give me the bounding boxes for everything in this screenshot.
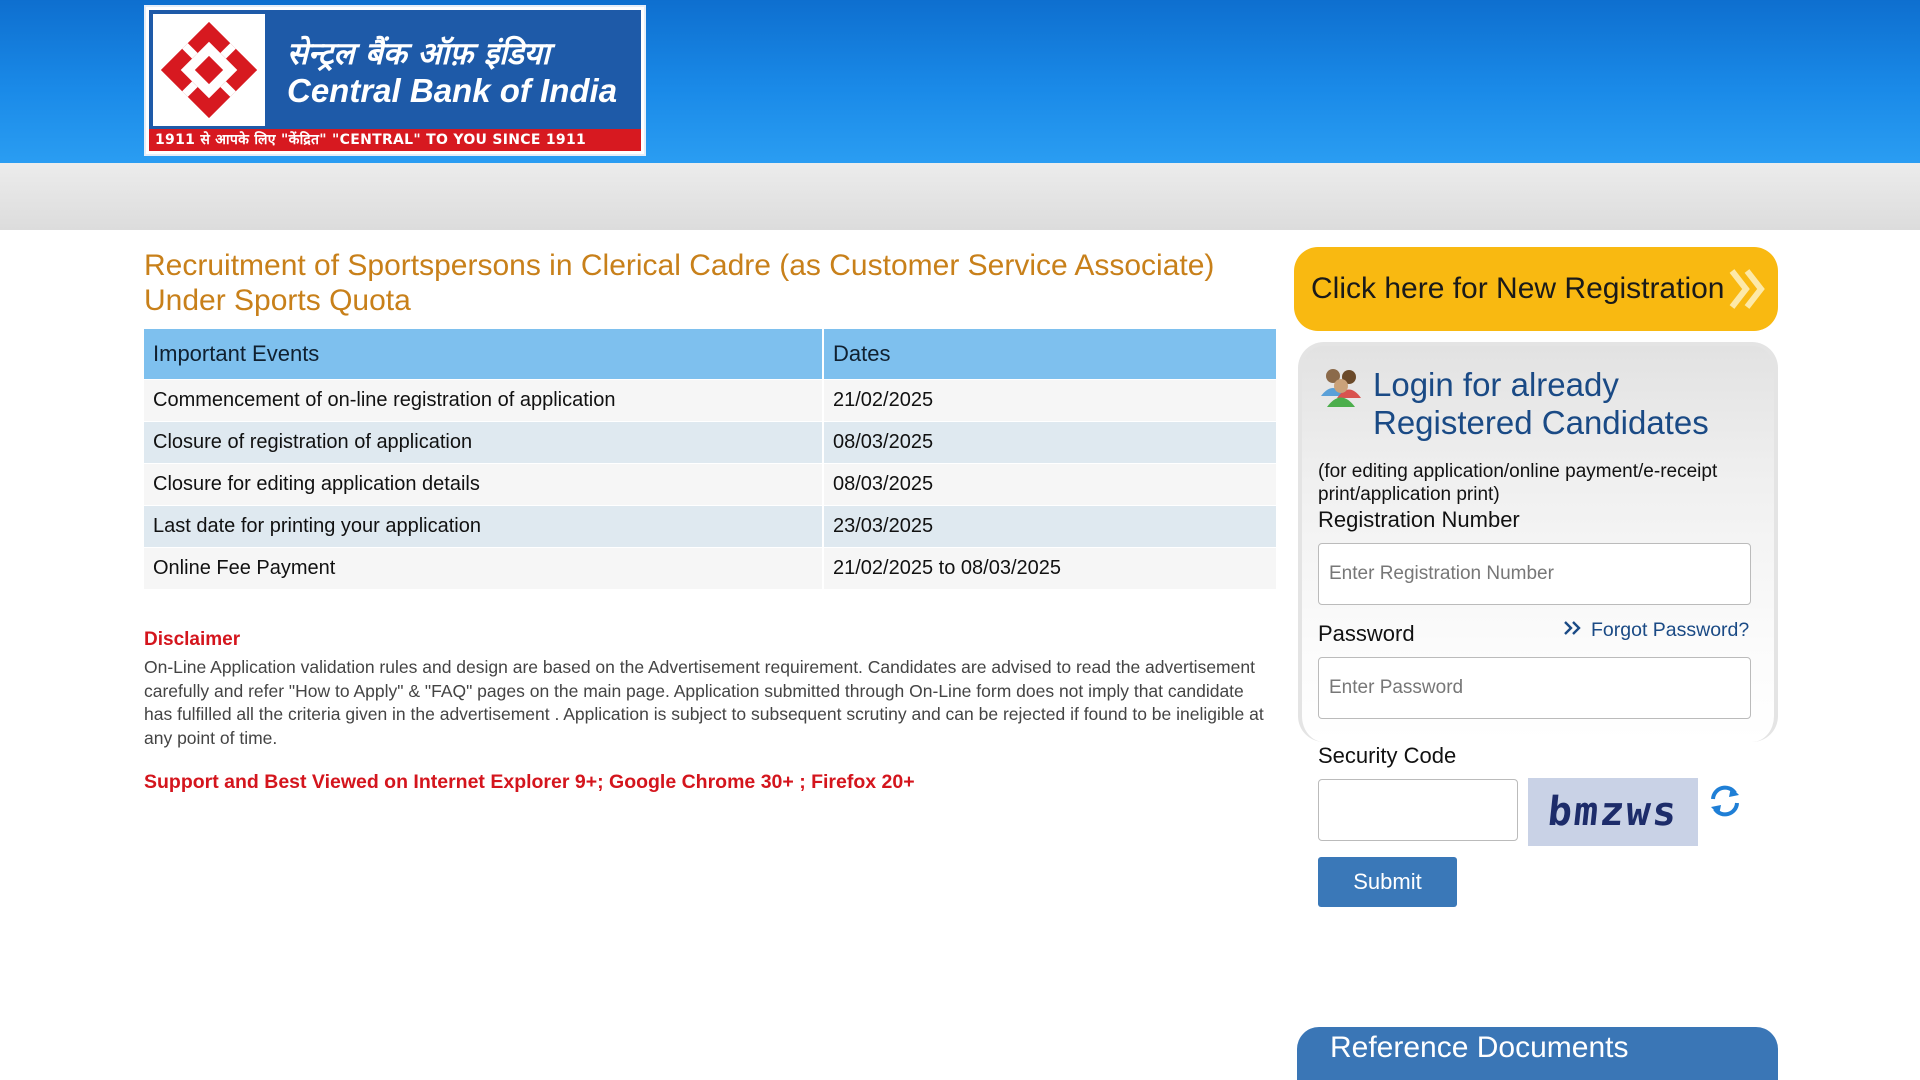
event-cell: Last date for printing your application [144, 506, 823, 548]
login-subtitle: (for editing application/online payment/e-receipt print/application print) [1318, 461, 1718, 505]
event-cell: Online Fee Payment [144, 548, 823, 590]
browser-support-note: Support and Best Viewed on Internet Explorer 9+; Google Chrome 30+ ; Firefox 20+ [144, 771, 915, 793]
submit-button[interactable]: Submit [1318, 857, 1457, 907]
password-label: Password [1318, 621, 1415, 646]
refresh-icon[interactable] [1707, 783, 1743, 824]
captcha-text: bmzws [1545, 789, 1681, 835]
site-header [0, 0, 1920, 163]
bank-logo[interactable] [144, 5, 646, 156]
security-code-input[interactable] [1318, 779, 1518, 841]
users-group-icon [1318, 366, 1364, 413]
security-code-label: Security Code [1318, 743, 1457, 768]
table-row [144, 548, 1277, 590]
page-title: Recruitment of Sportspersons in Clerical Cadre (as Customer Service Associate) Under Sports Quota [144, 249, 1215, 317]
new-registration-label: Click here for New Registration [1311, 272, 1725, 305]
event-cell: Closure for editing application details [144, 464, 823, 506]
new-registration-button[interactable] [1294, 247, 1778, 331]
table-row [144, 506, 1277, 548]
table-row [144, 464, 1277, 506]
logo-english-name: Central Bank of India [287, 72, 618, 109]
forgot-password-link[interactable] [1563, 619, 1749, 642]
date-cell: 21/02/2025 to 08/03/2025 [823, 548, 1277, 590]
logo-panel [149, 10, 641, 151]
column-header-dates: Dates [823, 329, 1277, 380]
bank-emblem-icon [153, 14, 265, 126]
event-cell: Commencement of on-line registration of application [144, 380, 823, 422]
nav-bar [0, 163, 1920, 230]
disclaimer-text: On-Line Application validation rules and design are based on the Advertisement requirement. Candidates are advised to read the advertisement carefully and refer "How to Apply" & "FAQ" pages on the main page. Application submitted through On-Line form does not imply that candidate has fulfilled all the criteria given in the advertisement . Application is subject to subsequent scrutiny and can be rejected if found to be ineligible at any point of time. [144, 657, 1264, 748]
registration-number-input[interactable] [1318, 543, 1751, 605]
logo-hindi-name: सेन्ट्रल बैंक ऑफ़ इंडिया [287, 36, 550, 72]
password-input[interactable] [1318, 657, 1751, 719]
date-cell: 23/03/2025 [823, 506, 1277, 548]
disclaimer-heading: Disclaimer [144, 629, 241, 650]
double-chevron-right-icon [1728, 267, 1766, 316]
login-heading: Login for already Registered Candidates [1373, 366, 1709, 441]
double-chevron-right-icon [1563, 619, 1583, 642]
important-events-table [144, 329, 1278, 589]
table-header-row [144, 329, 1277, 380]
date-cell: 08/03/2025 [823, 464, 1277, 506]
column-header-events: Important Events [144, 329, 823, 380]
reference-documents-tab[interactable]: Reference Documents [1297, 1027, 1778, 1080]
date-cell: 08/03/2025 [823, 422, 1277, 464]
event-cell: Closure of registration of application [144, 422, 823, 464]
forgot-password-label: Forgot Password? [1591, 619, 1750, 641]
date-cell: 21/02/2025 [823, 380, 1277, 422]
table-row [144, 422, 1277, 464]
table-row [144, 380, 1277, 422]
registration-number-label: Registration Number [1318, 507, 1520, 532]
logo-tagline: 1911 से आपके लिए "केंद्रित" "CENTRAL" TO YOU SINCE 1911 [149, 129, 641, 151]
captcha-image [1528, 778, 1698, 846]
